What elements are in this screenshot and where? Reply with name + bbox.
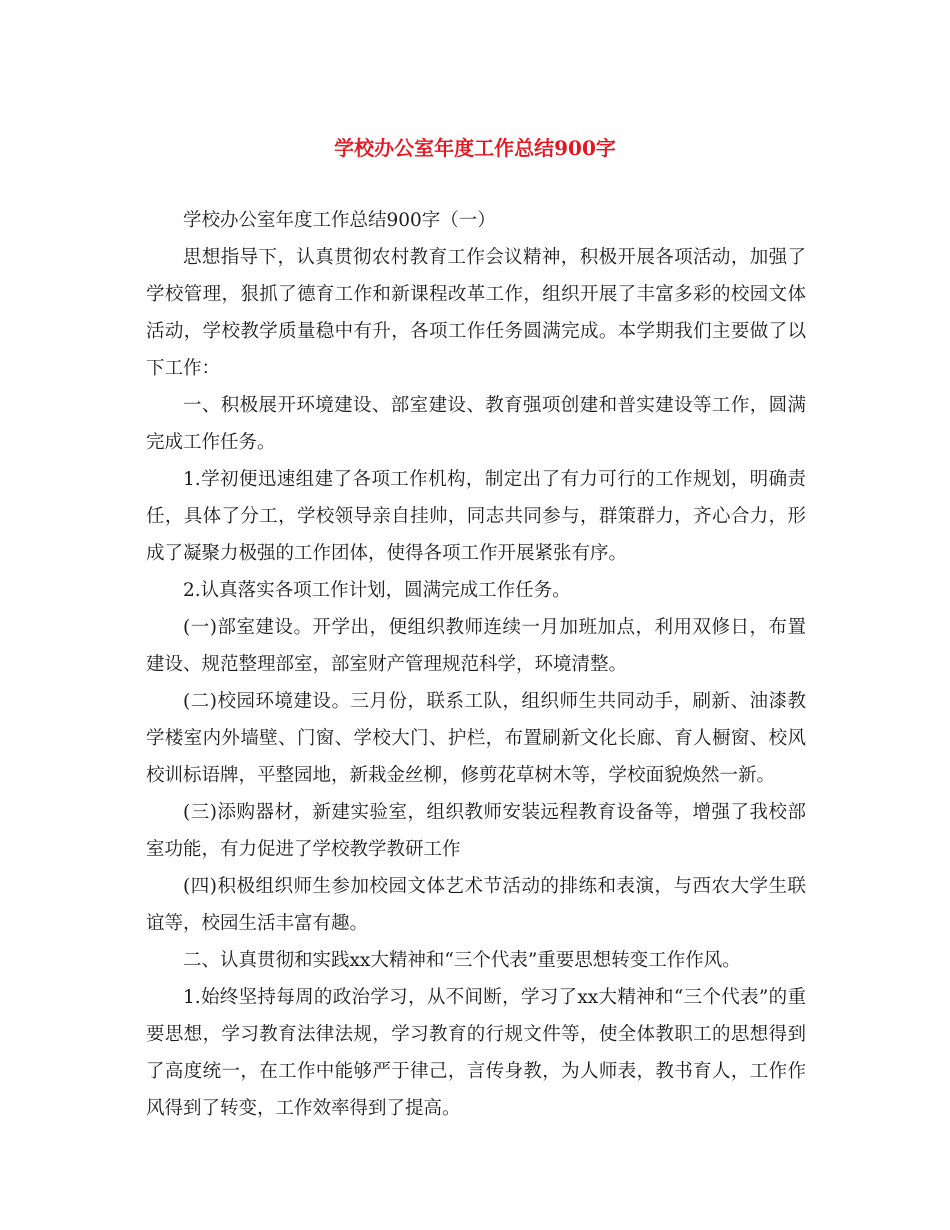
paragraph: 二、认真贯彻和实践xx大精神和“三个代表”重要思想转变工作作风。	[183, 950, 741, 971]
paragraph: (二)校园环境建设。三月份，联系工队，组织师生共同动手，刷新、油漆教学楼室内外墙壁、门窗、学校大门、护栏，布置刷新文化长廊、育人橱窗、校风校训标语牌，平整园地，新栽金丝柳，修剪花草树木等，学校面貌焕然一新。	[146, 691, 806, 786]
paragraph: (三)添购器材，新建实验室，组织教师安装远程教育设备等，增强了我校部室功能，有力促进了学校教学教研工作	[146, 802, 806, 860]
paragraph: 学校办公室年度工作总结900字（一）	[183, 210, 496, 231]
paragraph: 一、积极展开环境建设、部室建设、教育强项创建和普实建设等工作，圆满完成工作任务。	[146, 395, 806, 453]
paragraph: (四)积极组织师生参加校园文体艺术节活动的排练和表演，与西农大学生联谊等，校园生活丰富有趣。	[146, 876, 806, 934]
paragraph: 2.认真落实各项工作计划，圆满完成工作任务。	[183, 580, 571, 601]
paragraph: 思想指导下，认真贯彻农村教育工作会议精神，积极开展各项活动，加强了学校管理，狠抓了德育工作和新课程改革工作，组织开展了丰富多彩的校园文体活动，学校教学质量稳中有升，各项工作任务圆满完成。本学期我们主要做了以下工作：	[146, 247, 806, 379]
paragraph: 1.学初便迅速组建了各项工作机构，制定出了有力可行的工作规划，明确责任，具体了分工，学校领导亲自挂帅，同志共同参与，群策群力，齐心合力，形成了凝聚力极强的工作团体，使得各项工作开展紧张有序。	[146, 469, 806, 564]
document-body	[146, 202, 806, 1127]
paragraph: (一)部室建设。开学出，便组织教师连续一月加班加点，利用双修日，布置建设、规范整理部室，部室财产管理规范科学，环境清整。	[146, 617, 806, 675]
paragraph: 1.始终坚持每周的政治学习，从不间断，学习了xx大精神和“三个代表”的重要思想，学习教育法律法规，学习教育的行规文件等，使全体教职工的思想得到了高度统一，在工作中能够严于律己，言传身教，为人师表，教书育人，工作作风得到了转变，工作效率得到了提高。	[146, 987, 806, 1119]
document-title: 学校办公室年度工作总结900字	[334, 136, 616, 160]
